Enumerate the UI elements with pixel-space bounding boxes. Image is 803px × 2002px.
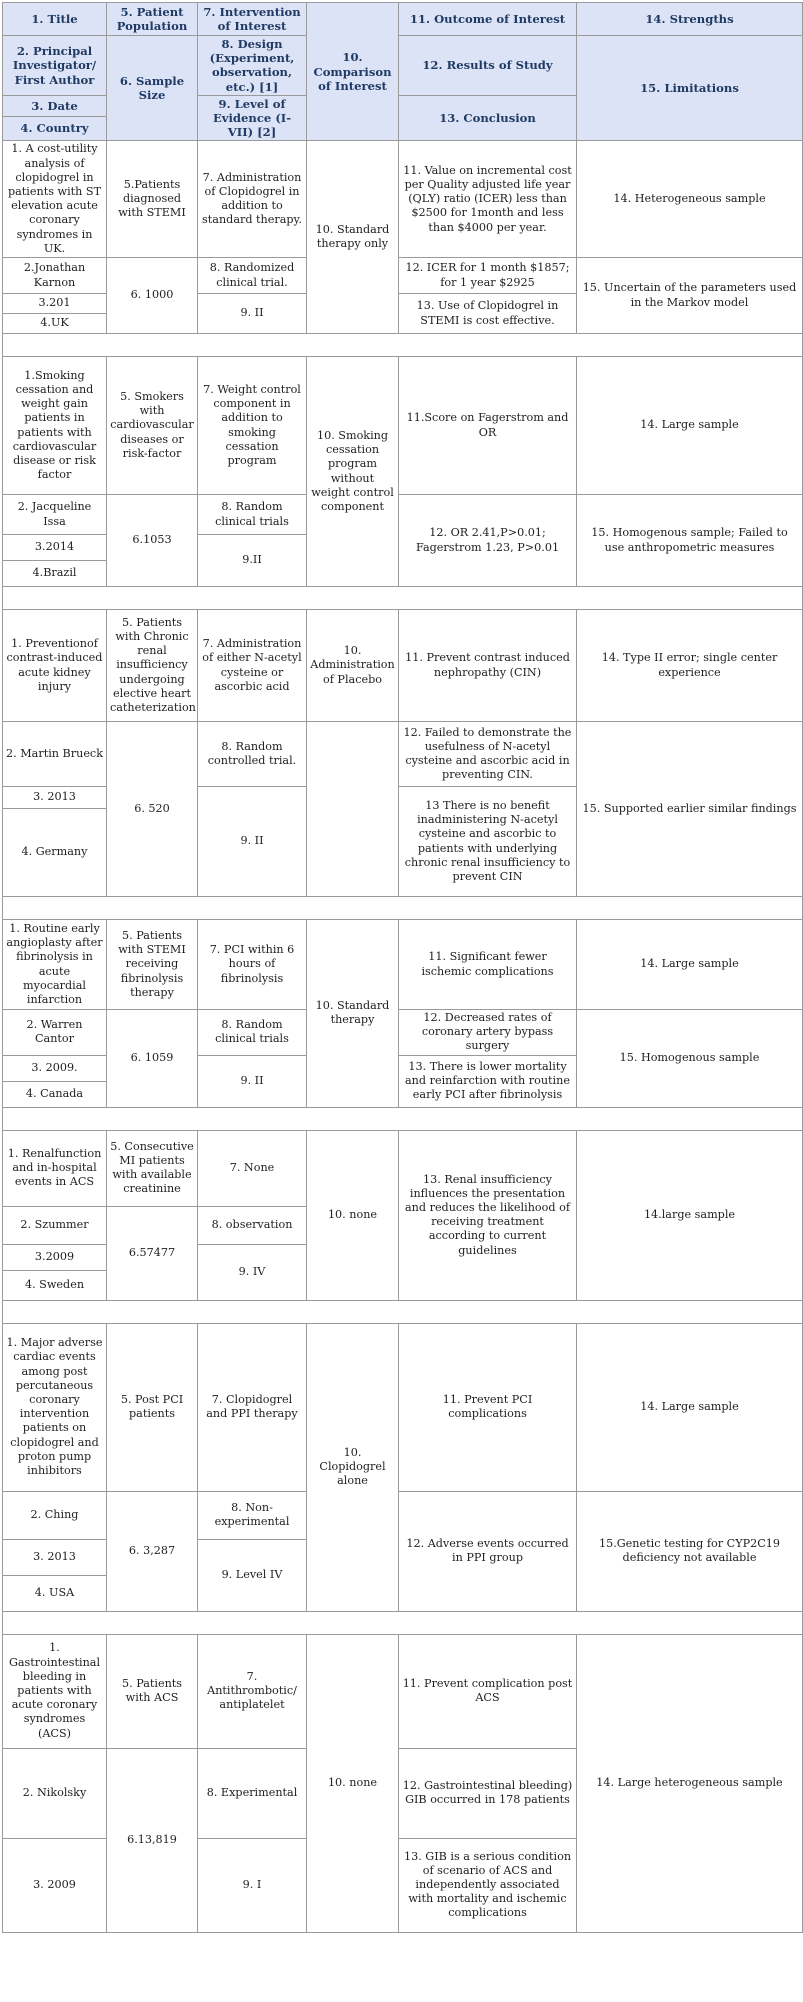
study-results: 12. Adverse events occurred in PPI group xyxy=(399,1491,577,1611)
study-strengths: 14. Large heterogeneous sample xyxy=(577,1634,803,1932)
study-strengths: 14. Large sample xyxy=(577,1323,803,1491)
study-design: 8. Random controlled trial. xyxy=(198,722,307,787)
study-design: 8. Random clinical trials xyxy=(198,495,307,535)
study-sample-size: 6. 1000 xyxy=(107,258,198,334)
study-date: 3.201 xyxy=(3,294,107,314)
study-population: 5. Patients with ACS xyxy=(107,1634,198,1748)
header-strengths: 14. Strengths xyxy=(577,3,803,36)
study-conclusion: 13. Renal insufficiency influences the presentation and reduces the likelihood of receiving treatment according to current guidelines xyxy=(399,1130,577,1300)
study-sample-size: 6.13,819 xyxy=(107,1748,198,1932)
study-country: 4. USA xyxy=(3,1575,107,1611)
study-title: 1. Preventionof contrast-induced acute kidney injury xyxy=(3,610,107,722)
study-results: 12. OR 2.41,P>0.01; Fagerstrom 1.23, P>0.01 xyxy=(399,495,577,587)
header-comparison: 10. Comparison of Interest xyxy=(307,3,399,141)
study-date: 3. 2009. xyxy=(3,1055,107,1081)
study-sample-size: 6.57477 xyxy=(107,1206,198,1300)
study-outcome: 11. Significant fewer ischemic complications xyxy=(399,920,577,1010)
study-design: 8. Non-experimental xyxy=(198,1491,307,1539)
study-results: 12. ICER for 1 month $1857; for 1 year $2925 xyxy=(399,258,577,294)
study-country: 4. Sweden xyxy=(3,1270,107,1300)
study-intervention: 7. Antithrombotic/ antiplatelet xyxy=(198,1634,307,1748)
table-row xyxy=(3,1010,803,1056)
header-limitations: 15. Limitations xyxy=(577,36,803,141)
study-strengths: 14. Large sample xyxy=(577,357,803,495)
header-population: 5. Patient Population xyxy=(107,3,198,36)
study-intervention: 7. None xyxy=(198,1130,307,1206)
study-country: 4. Canada xyxy=(3,1081,107,1107)
evidence-table-page xyxy=(2,2,802,1933)
study-population: 5. Patients with Chronic renal insufficiency undergoing elective heart catheterization xyxy=(107,610,198,722)
header-row xyxy=(3,36,803,96)
study-level: 9. I xyxy=(198,1838,307,1932)
table-row xyxy=(3,1323,803,1491)
study-design: 8. observation xyxy=(198,1206,307,1244)
study-design: 8. Experimental xyxy=(198,1748,307,1838)
header-row xyxy=(3,3,803,36)
study-limitations: 15. Uncertain of the parameters used in the Markov model xyxy=(577,258,803,334)
study-conclusion: 13. GIB is a serious condition of scenario of ACS and independently associated with mortality and ischemic complications xyxy=(399,1838,577,1932)
study-intervention: 7. Administration of Clopidogrel in addition to standard therapy. xyxy=(198,141,307,258)
table-row xyxy=(3,610,803,722)
study-design: 8. Randomized clinical trial. xyxy=(198,258,307,294)
study-comparison: 10. Clopidogrel alone xyxy=(307,1323,399,1611)
header-title: 1. Title xyxy=(3,3,107,36)
study-sample-size: 6. 520 xyxy=(107,722,198,897)
study-limitations: 15.Genetic testing for CYP2C19 deficiency not available xyxy=(577,1491,803,1611)
study-investigator: 2. Ching xyxy=(3,1491,107,1539)
study-investigator: 2. Nikolsky xyxy=(3,1748,107,1838)
study-investigator: 2. Martin Brueck xyxy=(3,722,107,787)
study-intervention: 7. Administration of either N-acetyl cysteine or ascorbic acid xyxy=(198,610,307,722)
study-results: 12. Failed to demonstrate the usefulness of N-acetyl cysteine and ascorbic acid in preventing CIN. xyxy=(399,722,577,787)
study-investigator: 2.Jonathan Karnon xyxy=(3,258,107,294)
study-level: 9. IV xyxy=(198,1244,307,1300)
study-strengths: 14. Heterogeneous sample xyxy=(577,141,803,258)
study-title: 1.Smoking cessation and weight gain patients in patients with cardiovascular disease or risk factor xyxy=(3,357,107,495)
study-investigator: 2. Szummer xyxy=(3,1206,107,1244)
table-row xyxy=(3,722,803,787)
table-row xyxy=(3,920,803,1010)
study-outcome: 11. Prevent contrast induced nephropathy (CIN) xyxy=(399,610,577,722)
spacer-row xyxy=(3,334,803,357)
study-title: 1. Major adverse cardiac events among post percutaneous coronary intervention patients on clopidogrel and proton pump inhibitors xyxy=(3,1323,107,1491)
study-title: 1. Gastrointestinal bleeding in patients with acute coronary syndromes (ACS) xyxy=(3,1634,107,1748)
study-comparison-continued xyxy=(307,722,399,897)
study-date: 3.2014 xyxy=(3,535,107,561)
study-country: 4.UK xyxy=(3,314,107,334)
study-intervention: 7. Clopidogrel and PPI therapy xyxy=(198,1323,307,1491)
study-results: 12. Decreased rates of coronary artery bypass surgery xyxy=(399,1010,577,1056)
study-level: 9. II xyxy=(198,294,307,334)
spacer-row xyxy=(3,1611,803,1634)
header-level: 9. Level of Evidence (I-VII) [2] xyxy=(198,95,307,141)
study-title: 1. A cost-utility analysis of clopidogrel in patients with ST elevation acute coronary syndromes in UK. xyxy=(3,141,107,258)
study-limitations: 15. Homogenous sample; Failed to use anthropometric measures xyxy=(577,495,803,587)
study-comparison: 10. Administration of Placebo xyxy=(307,610,399,722)
study-date: 3. 2013 xyxy=(3,787,107,809)
study-intervention: 7. PCI within 6 hours of fibrinolysis xyxy=(198,920,307,1010)
table-row xyxy=(3,1491,803,1539)
study-comparison: 10. none xyxy=(307,1634,399,1932)
table-row xyxy=(3,141,803,258)
study-country: 4.Brazil xyxy=(3,561,107,587)
table-row xyxy=(3,1130,803,1206)
study-conclusion: 13. Use of Clopidogrel in STEMI is cost effective. xyxy=(399,294,577,334)
header-conclusion: 13. Conclusion xyxy=(399,95,577,141)
table-row xyxy=(3,1634,803,1748)
study-date: 3.2009 xyxy=(3,1244,107,1270)
study-conclusion: 13. There is lower mortality and reinfarction with routine early PCI after fibrinolysis xyxy=(399,1055,577,1107)
study-title: 1. Routine early angioplasty after fibrinolysis in acute myocardial infarction xyxy=(3,920,107,1010)
study-outcome: 11. Value on incremental cost per Quality adjusted life year (QLY) ratio (ICER) less than $2500 for 1month and less than $4000 per year. xyxy=(399,141,577,258)
study-strengths: 14.large sample xyxy=(577,1130,803,1300)
study-results: 12. Gastrointestinal bleeding) GIB occurred in 178 patients xyxy=(399,1748,577,1838)
study-level: 9. II xyxy=(198,787,307,897)
study-conclusion: 13 There is no benefit inadministering N-acetyl cysteine and ascorbic to patients with underlying chronic renal insufficiency to prevent CIN xyxy=(399,787,577,897)
study-outcome: 11. Prevent complication post ACS xyxy=(399,1634,577,1748)
study-comparison: 10. Standard therapy only xyxy=(307,141,399,334)
header-intervention: 7. Intervention of Interest xyxy=(198,3,307,36)
study-strengths: 14. Large sample xyxy=(577,920,803,1010)
header-design: 8. Design (Experiment, observation, etc.) [1] xyxy=(198,36,307,96)
study-population: 5. Post PCI patients xyxy=(107,1323,198,1491)
study-comparison: 10. none xyxy=(307,1130,399,1300)
study-design: 8. Random clinical trials xyxy=(198,1010,307,1056)
header-outcome: 11. Outcome of Interest xyxy=(399,3,577,36)
table-row xyxy=(3,495,803,535)
table-row xyxy=(3,258,803,294)
study-comparison: 10. Smoking cessation program without weight control component xyxy=(307,357,399,587)
study-investigator: 2. Jacqueline Issa xyxy=(3,495,107,535)
header-investigator: 2. Principal Investigator/ First Author xyxy=(3,36,107,96)
spacer-row xyxy=(3,897,803,920)
study-population: 5. Smokers with cardiovascular diseases or risk-factor xyxy=(107,357,198,495)
study-limitations: 15. Homogenous sample xyxy=(577,1010,803,1108)
study-outcome: 11. Prevent PCI complications xyxy=(399,1323,577,1491)
study-level: 9.II xyxy=(198,535,307,587)
spacer-row xyxy=(3,1107,803,1130)
header-sample-size: 6. Sample Size xyxy=(107,36,198,141)
study-date: 3. 2013 xyxy=(3,1539,107,1575)
header-results: 12. Results of Study xyxy=(399,36,577,96)
header-country: 4. Country xyxy=(3,116,107,141)
study-population: 5. Consecutive MI patients with available creatinine xyxy=(107,1130,198,1206)
study-comparison: 10. Standard therapy xyxy=(307,920,399,1108)
study-date: 3. 2009 xyxy=(3,1838,107,1932)
study-sample-size: 6.1053 xyxy=(107,495,198,587)
study-population: 5. Patients with STEMI receiving fibrinolysis therapy xyxy=(107,920,198,1010)
spacer-row xyxy=(3,587,803,610)
study-population: 5.Patients diagnosed with STEMI xyxy=(107,141,198,258)
study-intervention: 7. Weight control component in addition to smoking cessation program xyxy=(198,357,307,495)
study-sample-size: 6. 3,287 xyxy=(107,1491,198,1611)
spacer-row xyxy=(3,1300,803,1323)
study-level: 9. II xyxy=(198,1055,307,1107)
study-country: 4. Germany xyxy=(3,809,107,897)
study-outcome: 11.Score on Fagerstrom and OR xyxy=(399,357,577,495)
study-title: 1. Renalfunction and in-hospital events in ACS xyxy=(3,1130,107,1206)
study-limitations: 15. Supported earlier similar findings xyxy=(577,722,803,897)
study-sample-size: 6. 1059 xyxy=(107,1010,198,1108)
study-investigator: 2. Warren Cantor xyxy=(3,1010,107,1056)
header-date: 3. Date xyxy=(3,95,107,116)
evidence-table xyxy=(2,2,803,1933)
table-row xyxy=(3,357,803,495)
study-level: 9. Level IV xyxy=(198,1539,307,1611)
study-strengths: 14. Type II error; single center experience xyxy=(577,610,803,722)
